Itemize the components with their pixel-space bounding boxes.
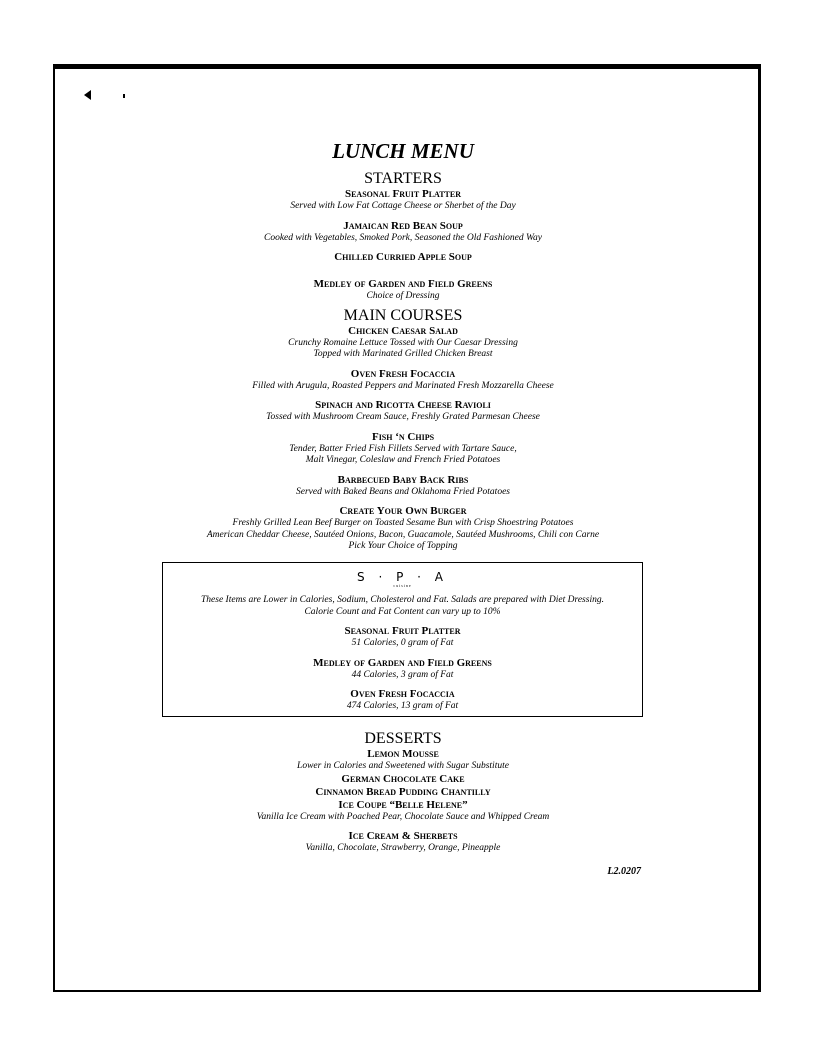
spa-logo-subtitle: cuisine bbox=[393, 583, 412, 588]
item-name: Oven Fresh Focaccia bbox=[350, 688, 455, 700]
item-desc: American Cheddar Cheese, Sautéed Onions, Bacon, Guacamole, Sautéed Mushrooms, Chili con Carne bbox=[206, 529, 600, 540]
menu-item bbox=[160, 220, 646, 245]
scan-mark bbox=[123, 94, 125, 98]
item-name: German Chocolate Cake bbox=[341, 772, 465, 785]
item-desc: Vanilla, Chocolate, Strawberry, Orange, Pineapple bbox=[305, 843, 501, 853]
menu-item bbox=[160, 278, 646, 303]
item-desc: Vanilla Ice Cream with Poached Pear, Chocolate Sauce and Whipped Cream bbox=[256, 811, 550, 822]
spa-note-line: These Items are Lower in Calories, Sodium, Cholesterol and Fat. Salads are prepared with Diet Dressing. bbox=[201, 595, 604, 605]
item-desc: Cooked with Vegetables, Smoked Pork, Seasoned the Old Fashioned Way bbox=[264, 232, 542, 243]
menu-item bbox=[160, 773, 646, 786]
spa-item bbox=[163, 688, 642, 713]
spa-note-line: Calorie Count and Fat Content can vary up to 10% bbox=[304, 606, 501, 617]
section-heading-desserts: DESSERTS bbox=[364, 730, 442, 747]
menu-item bbox=[160, 830, 646, 855]
item-name: Cinnamon Bread Pudding Chantilly bbox=[315, 785, 491, 798]
menu-item bbox=[160, 786, 646, 799]
item-desc: 474 Calories, 13 gram of Fat bbox=[346, 701, 459, 711]
menu-item bbox=[160, 325, 646, 361]
item-name: Ice Coupe “Belle Helene” bbox=[338, 798, 468, 811]
item-desc: Malt Vinegar, Coleslaw and French Fried Potatoes bbox=[305, 455, 501, 465]
menu-item bbox=[160, 399, 646, 424]
item-name: Oven Fresh Focaccia bbox=[350, 367, 456, 380]
item-desc: Filled with Arugula, Roasted Peppers and Marinated Fresh Mozzarella Cheese bbox=[252, 380, 554, 391]
spa-logo: S · P · A bbox=[357, 570, 448, 584]
item-name: Chilled Curried Apple Soup bbox=[334, 251, 472, 263]
item-desc: 51 Calories, 0 gram of Fat bbox=[351, 638, 454, 648]
page-title: LUNCH MENU bbox=[332, 139, 474, 163]
item-name: Ice Cream & Sherbets bbox=[348, 830, 458, 842]
menu-item bbox=[160, 188, 646, 213]
item-name: Barbecued Baby Back Ribs bbox=[337, 473, 469, 486]
menu-main bbox=[160, 138, 646, 553]
menu-item bbox=[160, 251, 646, 264]
item-name: Seasonal Fruit Platter bbox=[344, 625, 461, 637]
item-desc: Lower in Calories and Sweetened with Sugar Substitute bbox=[297, 761, 509, 771]
item-desc: Pick Your Choice of Topping bbox=[348, 541, 458, 551]
item-desc: Freshly Grilled Lean Beef Burger on Toasted Sesame Bun with Crisp Shoestring Potatoes bbox=[232, 518, 574, 528]
item-desc: 44 Calories, 3 gram of Fat bbox=[351, 669, 454, 680]
item-name: Chicken Caesar Salad bbox=[348, 324, 458, 337]
spa-box bbox=[162, 562, 643, 717]
section-heading-starters: STARTERS bbox=[364, 170, 442, 187]
section-heading-main-courses: MAIN COURSES bbox=[343, 306, 463, 324]
menu-item bbox=[160, 748, 646, 773]
item-desc: Choice of Dressing bbox=[366, 291, 440, 301]
spa-item bbox=[163, 625, 642, 650]
spa-item bbox=[163, 657, 642, 682]
item-name: Jamaican Red Bean Soup bbox=[343, 219, 463, 232]
menu-item bbox=[160, 474, 646, 499]
item-desc: Crunchy Romaine Lettuce Tossed with Our Caesar Dressing bbox=[288, 337, 518, 348]
menu-item bbox=[160, 799, 646, 824]
arrow-left-icon bbox=[84, 90, 91, 100]
spa-note bbox=[163, 595, 642, 618]
menu-item bbox=[160, 505, 646, 553]
item-name: Medley of Garden and Field Greens bbox=[313, 278, 493, 290]
item-desc: Served with Baked Beans and Oklahoma Fried Potatoes bbox=[296, 486, 510, 497]
menu-item bbox=[160, 431, 646, 467]
item-name: Medley of Garden and Field Greens bbox=[313, 656, 492, 669]
item-name: Create Your Own Burger bbox=[339, 505, 467, 517]
item-name: Spinach and Ricotta Cheese Ravioli bbox=[315, 399, 491, 411]
menu-desserts bbox=[160, 730, 646, 855]
menu-item bbox=[160, 368, 646, 393]
item-desc: Served with Low Fat Cottage Cheese or Sherbet of the Day bbox=[290, 201, 516, 211]
item-desc: Topped with Marinated Grilled Chicken Breast bbox=[313, 349, 493, 359]
item-name: Fish ‘n Chips bbox=[371, 430, 435, 443]
item-name: Lemon Mousse bbox=[367, 748, 439, 760]
item-name: Seasonal Fruit Platter bbox=[344, 188, 462, 200]
item-desc: Tossed with Mushroom Cream Sauce, Freshly Grated Parmesan Cheese bbox=[266, 412, 540, 422]
item-desc: Tender, Batter Fried Fish Fillets Served with Tartare Sauce, bbox=[289, 443, 517, 454]
menu-code: L2.0207 bbox=[607, 866, 641, 877]
